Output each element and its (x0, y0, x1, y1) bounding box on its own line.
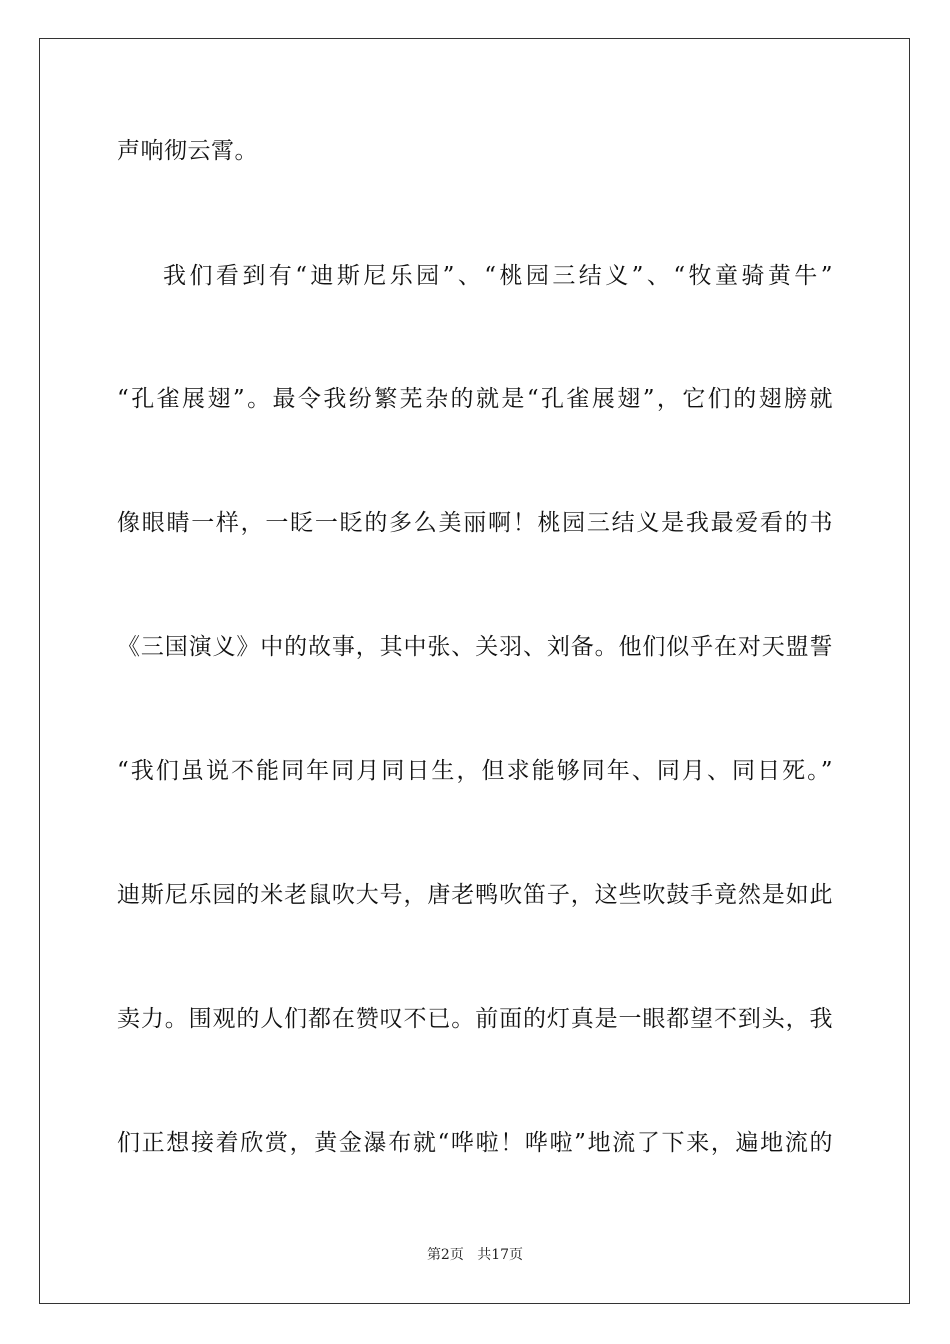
text-line-3: “孔雀展翅”。最令我纷繁芜杂的就是“孔雀展翅”，它们的翅膀就 (117, 386, 833, 412)
text-line-4: 像眼睛一样，一眨一眨的多么美丽啊！桃园三结义是我最爱看的书 (117, 510, 833, 536)
text-line-6: “我们虽说不能同年同月同日生，但求能够同年、同月、同日死。” (117, 758, 833, 784)
text-line-1: 声响彻云霄。 (117, 138, 258, 164)
text-line-7: 迪斯尼乐园的米老鼠吹大号，唐老鸭吹笛子，这些吹鼓手竟然是如此 (117, 882, 833, 908)
page-total: 共17页 (477, 1247, 524, 1263)
page-number: 第2页 (426, 1247, 464, 1263)
page-frame (39, 38, 910, 1304)
page-footer (0, 1246, 950, 1264)
text-line-5: 《三国演义》中的故事，其中张、关羽、刘备。他们似乎在对天盟誓 (117, 634, 833, 660)
text-line-9: 们正想接着欣赏，黄金瀑布就“哗啦！哗啦”地流了下来，遍地流的 (117, 1130, 833, 1156)
text-line-2: 我们看到有“迪斯尼乐园”、“桃园三结义”、“牧童骑黄牛” (163, 263, 833, 289)
text-line-8: 卖力。围观的人们都在赞叹不已。前面的灯真是一眼都望不到头，我 (117, 1006, 833, 1032)
